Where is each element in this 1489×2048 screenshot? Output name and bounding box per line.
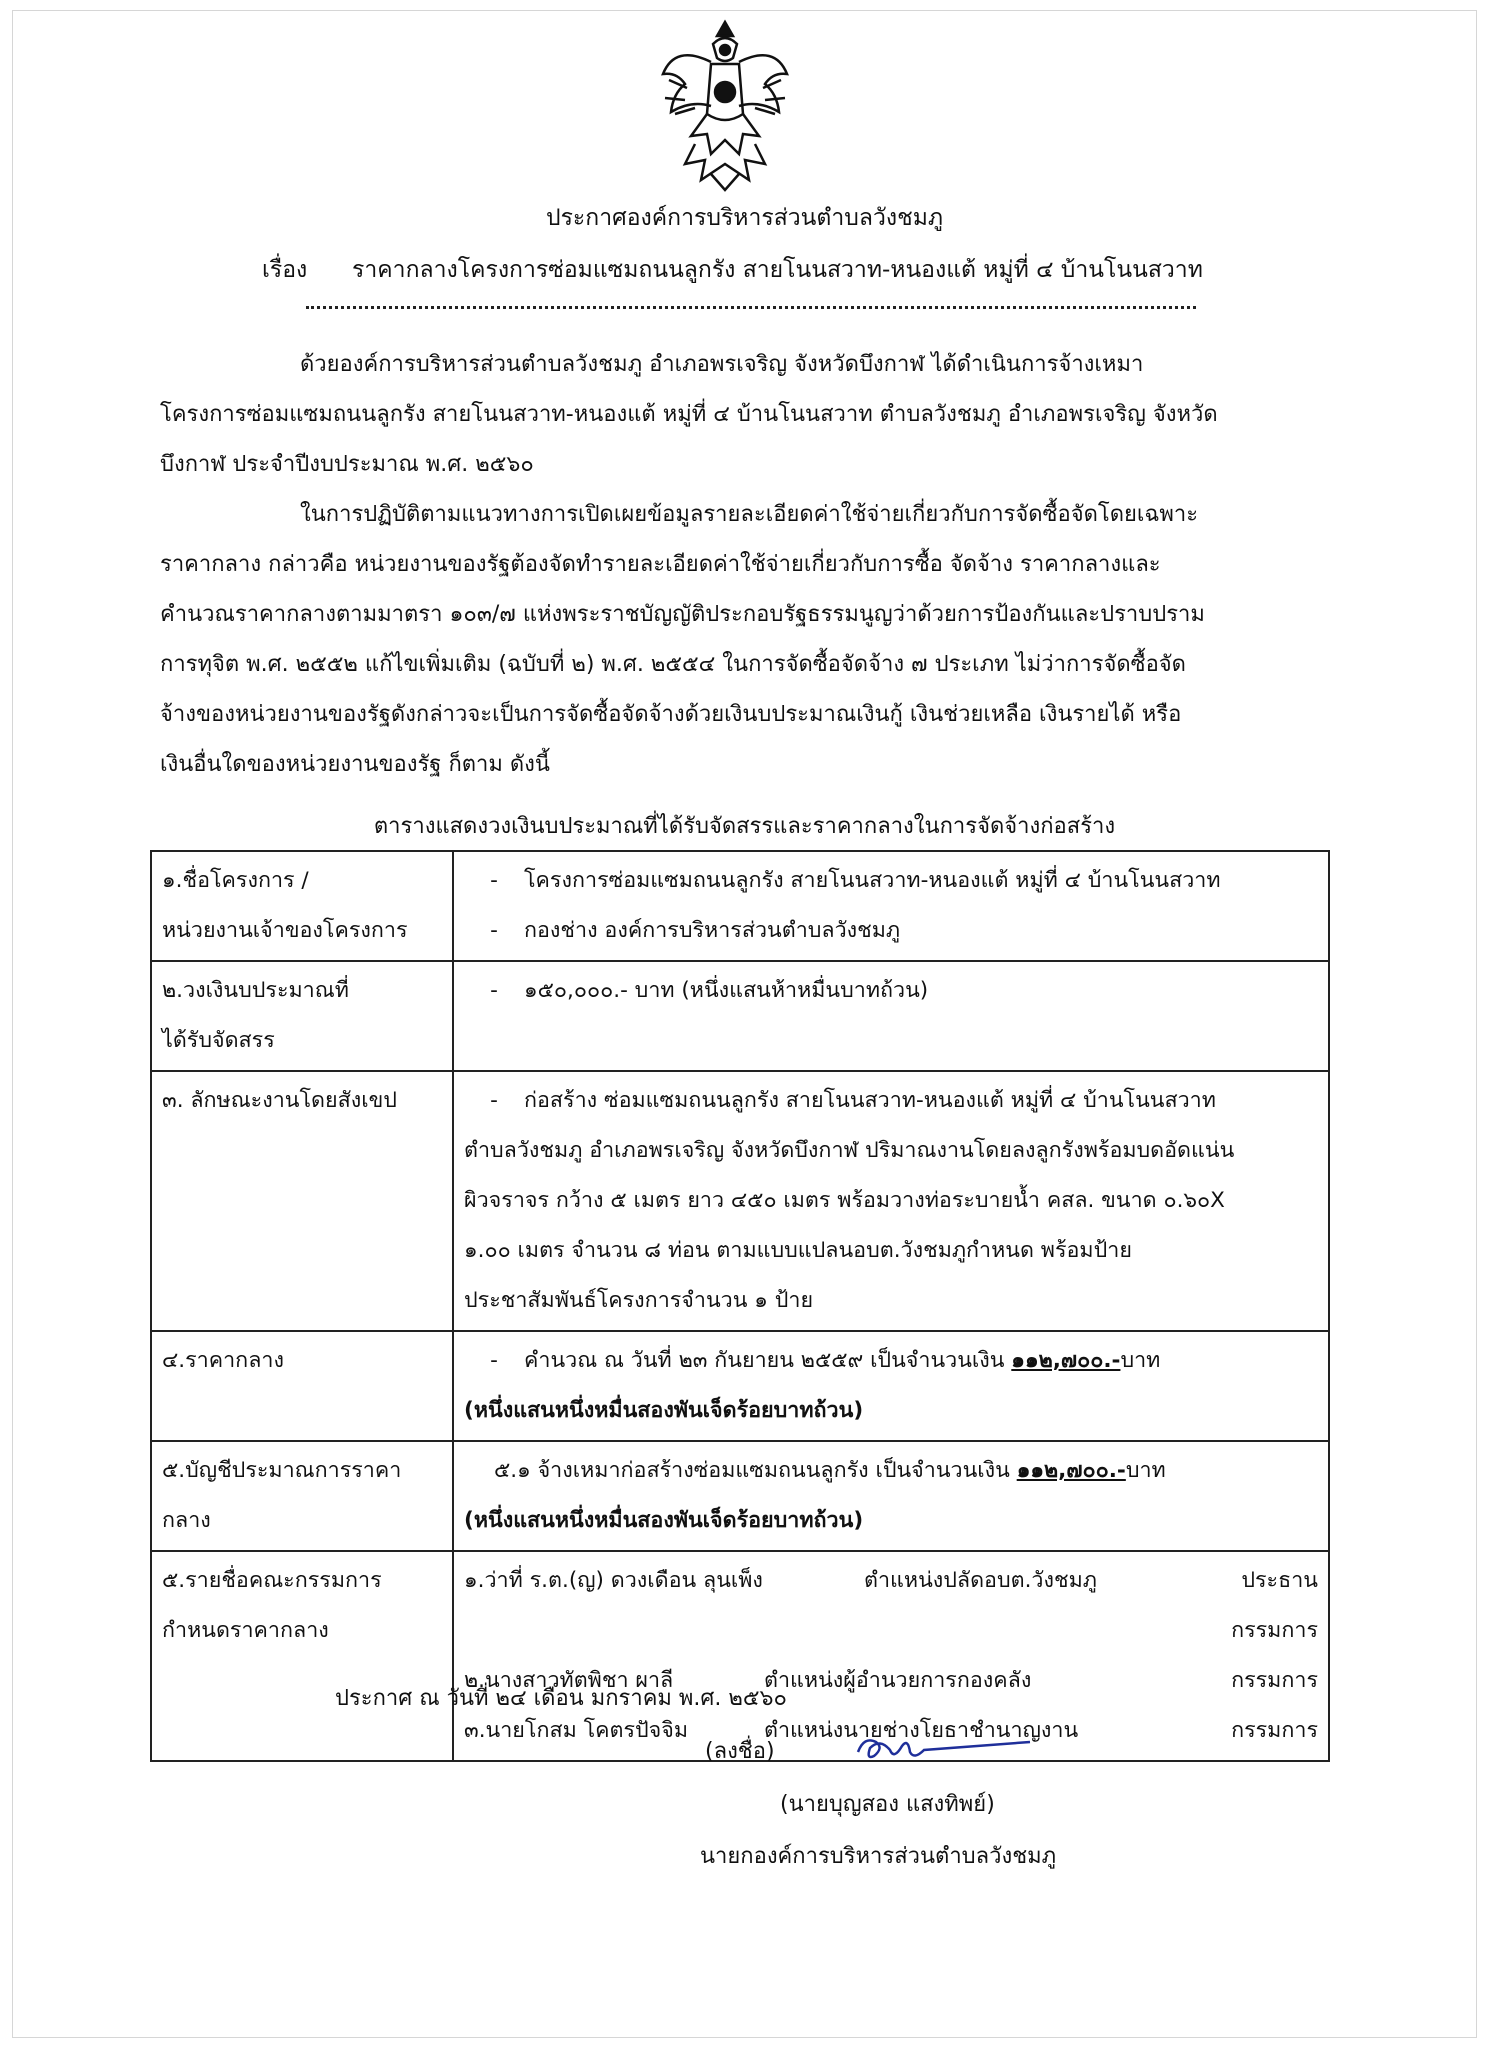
table-row <box>151 851 1329 961</box>
signature-icon <box>850 1720 1050 1780</box>
member-position: ตำแหน่งนายช่างโยธาชำนาญงาน <box>764 1718 1079 1743</box>
table-label-cell <box>151 1331 453 1441</box>
paragraph-line: จ้างของหน่วยงานของรัฐดังกล่าวจะเป็นการจัดซื้อจัดจ้างด้วยเงินบประมาณเงินกู้ เงินช่วยเหลือ เงินรายได้ หรือ <box>160 702 1182 727</box>
paragraph-line: เงินอื่นใดของหน่วยงานของรัฐ ก็ตาม ดังนี้ <box>160 752 550 777</box>
member-name: ๓.นายโกสม โคตรปัจจิม <box>464 1718 689 1743</box>
member-role: กรรมการ <box>1231 1718 1318 1743</box>
table-row <box>151 1331 1329 1441</box>
paragraph-2 <box>160 490 1330 790</box>
median-price-words: (หนึ่งแสนหนึ่งหมื่นสองพันเจ็ดร้อยบาทถ้วน) <box>464 1398 864 1423</box>
paragraph-line: คำนวณราคากลางตามมาตรา ๑๐๓/๗ แห่งพระราชบัญญัติประกอบรัฐธรรมนูญว่าด้วยการป้องกันและปราบปราม <box>160 602 1205 627</box>
garuda-emblem-icon <box>655 14 795 194</box>
subject-label: เรื่อง <box>262 257 308 283</box>
table-row <box>151 1441 1329 1551</box>
table-caption: ตารางแสดงวงเงินบประมาณที่ได้รับจัดสรรและราคากลางในการจัดจ้างก่อสร้าง <box>373 814 1116 839</box>
dash: - <box>490 1348 498 1373</box>
member-name: ๒.นางสาวทัตพิชา ผาลี <box>464 1668 674 1693</box>
row-label: ๓. ลักษณะงานโดยสังเขป <box>162 1088 397 1113</box>
project-owner: กองช่าง องค์การบริหารส่วนตำบลวังชมภู <box>524 918 901 943</box>
table-label-cell <box>151 961 453 1071</box>
project-name: โครงการซ่อมแซมถนนลูกรัง สายโนนสวาท-หนองแต้ หมู่ที่ ๔ บ้านโนนสวาท <box>524 868 1221 893</box>
dash: - <box>490 978 498 1003</box>
row-label: ๕.รายชื่อคณะกรรมการ <box>162 1568 382 1593</box>
member-role: ประธานกรรมการ <box>1231 1568 1318 1643</box>
work-description-line: ๑.๐๐ เมตร จำนวน ๘ ท่อน ตามแบบแปลนอบต.วังชมภูกำหนด พร้อมป้าย <box>464 1238 1132 1263</box>
table-label-cell <box>151 1441 453 1551</box>
table-row <box>151 1551 1329 1761</box>
budget-table <box>150 850 1330 1762</box>
estimate-words: (หนึ่งแสนหนึ่งหมื่นสองพันเจ็ดร้อยบาทถ้วน) <box>464 1508 864 1533</box>
paragraph-line: ด้วยองค์การบริหารส่วนตำบลวังชมภู อำเภอพรเจริญ จังหวัดบึงกาฬ ได้ดำเนินการจ้างเหมา <box>300 352 1144 377</box>
row-label: ได้รับจัดสรร <box>162 1028 275 1053</box>
signer-name: (นายบุญสอง แสงทิพย์) <box>780 1792 995 1817</box>
work-description-line: ก่อสร้าง ซ่อมแซมถนนลูกรัง สายโนนสวาท-หนองแต้ หมู่ที่ ๔ บ้านโนนสวาท <box>524 1088 1216 1113</box>
row-label: กลาง <box>162 1508 211 1533</box>
announcement-title: ประกาศองค์การบริหารส่วนตำบลวังชมภู <box>545 205 944 231</box>
budget-amount: ๑๕๐,๐๐๐.- บาท (หนึ่งแสนห้าหมื่นบาทถ้วน) <box>524 978 929 1003</box>
dash: - <box>490 868 498 893</box>
paragraph-line: ราคากลาง กล่าวคือ หน่วยงานของรัฐต้องจัดทำรายละเอียดค่าใช้จ่ายเกี่ยวกับการซื้อ จัดจ้าง ราคากลางและ <box>160 552 1161 577</box>
work-description-line: ผิวจราจร กว้าง ๕ เมตร ยาว ๔๕๐ เมตร พร้อมวางท่อระบายน้ำ คสล. ขนาด ๐.๖๐X <box>464 1188 1225 1213</box>
row-label: ๑.ชื่อโครงการ / <box>162 868 309 893</box>
estimate-amount: ๑๑๒,๗๐๐.- <box>1016 1458 1126 1483</box>
table-row <box>151 1071 1329 1331</box>
row-label: ๕.บัญชีประมาณการราคา <box>162 1458 402 1483</box>
paragraph-line: การทุจิต พ.ศ. ๒๕๕๒ แก้ไขเพิ่มเติม (ฉบับที่ ๒) พ.ศ. ๒๕๕๔ ในการจัดซื้อจัดจ้าง ๗ ประเภท ไม่ว่าการจัดซื้อจัด <box>160 652 1186 677</box>
member-name: ๑.ว่าที่ ร.ต.(ญ) ดวงเดือน ลุนเพ็ง <box>464 1568 763 1593</box>
row-label: ๒.วงเงินบประมาณที่ <box>162 978 349 1003</box>
announce-date: ประกาศ ณ วันที่ ๒๔ เดือน มกราคม พ.ศ. ๒๕๖๐ <box>335 1686 787 1711</box>
table-value-cell <box>453 1071 1329 1331</box>
signer-title: นายกองค์การบริหารส่วนตำบลวังชมภู <box>700 1844 1057 1869</box>
row-label: กำหนดราคากลาง <box>162 1618 329 1643</box>
table-row <box>151 961 1329 1071</box>
estimate-text: ๕.๑ จ้างเหมาก่อสร้างซ่อมแซมถนนลูกรัง เป็นจำนวนเงิน <box>494 1458 1017 1483</box>
table-value-cell <box>453 1441 1329 1551</box>
median-price-text: คำนวณ ณ วันที่ ๒๓ กันยายน ๒๕๕๙ เป็นจำนวนเงิน <box>524 1348 1012 1373</box>
dash: - <box>490 1088 498 1113</box>
median-price-amount: ๑๑๒,๗๐๐.- <box>1011 1348 1121 1373</box>
committee-member <box>464 1556 1318 1656</box>
table-label-cell <box>151 851 453 961</box>
row-label: ๔.ราคากลาง <box>162 1348 284 1373</box>
paragraph-line: โครงการซ่อมแซมถนนลูกรัง สายโนนสวาท-หนองแต้ หมู่ที่ ๔ บ้านโนนสวาท ตำบลวังชมภู อำเภอพรเจริญ จังหวัด <box>160 402 1218 427</box>
dotted-divider <box>306 306 1196 309</box>
member-position: ตำแหน่งปลัดอบต.วังชมภู <box>864 1568 1097 1593</box>
paragraph-1 <box>160 340 1330 490</box>
currency-unit: บาท <box>1120 1348 1161 1373</box>
subject-text: ราคากลางโครงการซ่อมแซมถนนลูกรัง สายโนนสวาท-หนองแต้ หมู่ที่ ๔ บ้านโนนสวาท <box>352 257 1203 283</box>
row-label: หน่วยงานเจ้าของโครงการ <box>162 918 408 943</box>
currency-unit: บาท <box>1125 1458 1166 1483</box>
member-position: ตำแหน่งผู้อำนวยการกองคลัง <box>764 1668 1032 1693</box>
table-label-cell <box>151 1071 453 1331</box>
work-description-line: ประชาสัมพันธ์โครงการจำนวน ๑ ป้าย <box>464 1288 814 1313</box>
table-value-cell <box>453 1331 1329 1441</box>
paragraph-line: บึงกาฬ ประจำปีงบประมาณ พ.ศ. ๒๕๖๐ <box>160 452 534 477</box>
member-role: กรรมการ <box>1231 1668 1318 1693</box>
table-label-cell <box>151 1551 453 1761</box>
table-value-cell <box>453 961 1329 1071</box>
sign-label: (ลงชื่อ) <box>705 1739 775 1764</box>
dash: - <box>490 918 498 943</box>
table-value-cell <box>453 851 1329 961</box>
paragraph-line: ในการปฏิบัติตามแนวทางการเปิดเผยข้อมูลรายละเอียดค่าใช้จ่ายเกี่ยวกับการจัดซื้อจัดโดยเฉพาะ <box>300 502 1199 527</box>
work-description-line: ตำบลวังชมภู อำเภอพรเจริญ จังหวัดบึงกาฬ ปริมาณงานโดยลงลูกรังพร้อมบดอัดแน่น <box>464 1138 1235 1163</box>
